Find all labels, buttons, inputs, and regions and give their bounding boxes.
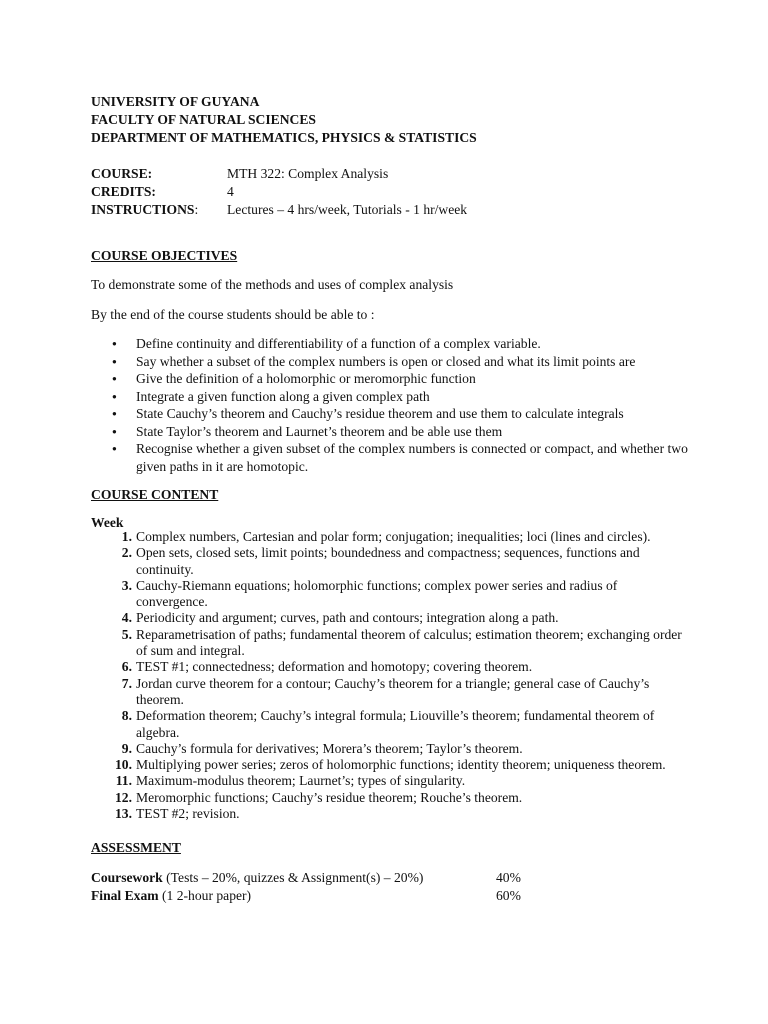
week-topics: Complex numbers, Cartesian and polar form; conjugation; inequalities; loci (lines and circles). (136, 529, 651, 544)
week-topics: Cauchy’s formula for derivatives; Morera’s theorem; Taylor’s theorem. (136, 740, 523, 756)
week-item (110, 659, 690, 675)
objectives-intro: To demonstrate some of the methods and uses of complex analysis (91, 277, 454, 292)
week-item (110, 578, 690, 611)
week-item (110, 741, 690, 757)
course-label: COURSE: (91, 166, 153, 181)
week-number: 7. (121, 675, 132, 691)
coursework-detail: (Tests – 20%, quizzes & Assignment(s) – 20%) (162, 870, 424, 885)
final-exam-weight: 60% (496, 888, 521, 903)
week-label: Week (91, 515, 124, 530)
objective-item: ● Integrate a given function along a given complex path (110, 388, 696, 406)
content-heading: COURSE CONTENT (91, 487, 219, 502)
week-item (110, 627, 690, 660)
week-number: 5. (121, 626, 132, 642)
department-name: DEPARTMENT OF MATHEMATICS, PHYSICS & STATISTICS (91, 130, 477, 145)
week-topics: Deformation theorem; Cauchy’s integral formula; Liouville’s theorem; fundamental theorem of algebra. (136, 708, 655, 740)
university-name: UNIVERSITY OF GUYANA (91, 94, 260, 109)
course-value: MTH 322: Complex Analysis (227, 166, 389, 181)
assessment-heading: ASSESSMENT (91, 840, 181, 855)
week-number: 3. (121, 577, 132, 593)
week-topics: Cauchy-Riemann equations; holomorphic functions; complex power series and radius of convergence. (136, 577, 618, 610)
week-item (110, 790, 690, 806)
week-topics: TEST #1; connectedness; deformation and homotopy; covering theorem. (136, 659, 533, 675)
faculty-name: FACULTY OF NATURAL SCIENCES (91, 112, 316, 127)
week-number: 2. (121, 545, 132, 561)
week-number: 13. (115, 806, 132, 822)
week-number: 12. (115, 789, 132, 805)
objectives-heading: COURSE OBJECTIVES (91, 248, 238, 263)
week-topics: Multiplying power series; zeros of holomorphic functions; identity theorem; uniqueness theorem. (136, 757, 666, 773)
coursework-label: Coursework (91, 870, 163, 885)
coursework-weight: 40% (496, 870, 521, 885)
week-topics: Jordan curve theorem for a contour; Cauchy’s theorem for a triangle; general case of Cauchy’s theorem. (136, 675, 650, 707)
week-item (110, 529, 690, 545)
objective-item: ● Recognise whether a given subset of the complex numbers is connected or compact, and whether two given paths in it are homotopic. (110, 440, 696, 475)
objective-item: ● State Taylor’s theorem and Laurnet’s theorem and be able use them (110, 423, 696, 441)
week-topics: TEST #2; revision. (136, 806, 240, 822)
weeks-list (110, 529, 690, 822)
objectives-lead: By the end of the course students should be able to : (91, 307, 375, 322)
final-exam-row (91, 887, 251, 904)
final-exam-detail: (1 2-hour paper) (158, 888, 252, 903)
week-topics: Maximum-modulus theorem; Laurnet’s; types of singularity. (136, 773, 466, 789)
week-topics: Periodicity and argument; curves, path and contours; integration along a path. (136, 610, 559, 626)
objective-item: ● State Cauchy’s theorem and Cauchy’s residue theorem and use them to calculate integrals (110, 405, 696, 423)
instructions-label-group (91, 201, 198, 218)
objectives-list (110, 335, 696, 475)
week-number: 4. (121, 610, 132, 626)
week-item (110, 806, 690, 822)
instructions-colon: : (194, 202, 199, 217)
instructions-label: INSTRUCTIONS (91, 202, 195, 217)
week-number: 6. (121, 659, 132, 675)
week-item (110, 610, 690, 626)
final-exam-label: Final Exam (91, 888, 159, 903)
objective-item: ● Give the definition of a holomorphic or meromorphic function (110, 370, 696, 388)
week-number: 1. (121, 529, 132, 544)
coursework-row (91, 869, 423, 886)
week-number: 8. (121, 708, 132, 724)
week-number: 10. (115, 757, 132, 773)
credits-value: 4 (227, 184, 234, 199)
credits-label: CREDITS: (91, 184, 156, 199)
week-item (110, 676, 690, 709)
week-item (110, 708, 690, 741)
objective-item: ● Say whether a subset of the complex numbers is open or closed and what its limit points are (110, 353, 696, 371)
week-number: 9. (121, 740, 132, 756)
week-item (110, 757, 690, 773)
week-item (110, 773, 690, 789)
week-topics: Reparametrisation of paths; fundamental theorem of calculus; estimation theorem; exchanging order of sum and integral. (136, 626, 682, 659)
week-topics: Meromorphic functions; Cauchy’s residue theorem; Rouche’s theorem. (136, 789, 523, 805)
week-topics: Open sets, closed sets, limit points; boundedness and compactness; sequences, functions and continuity. (136, 545, 640, 577)
week-number: 11. (115, 773, 132, 789)
instructions-value: Lectures – 4 hrs/week, Tutorials - 1 hr/week (227, 202, 468, 217)
objective-item: ● Define continuity and differentiability of a function of a complex variable. (110, 335, 696, 353)
week-item (110, 545, 690, 578)
